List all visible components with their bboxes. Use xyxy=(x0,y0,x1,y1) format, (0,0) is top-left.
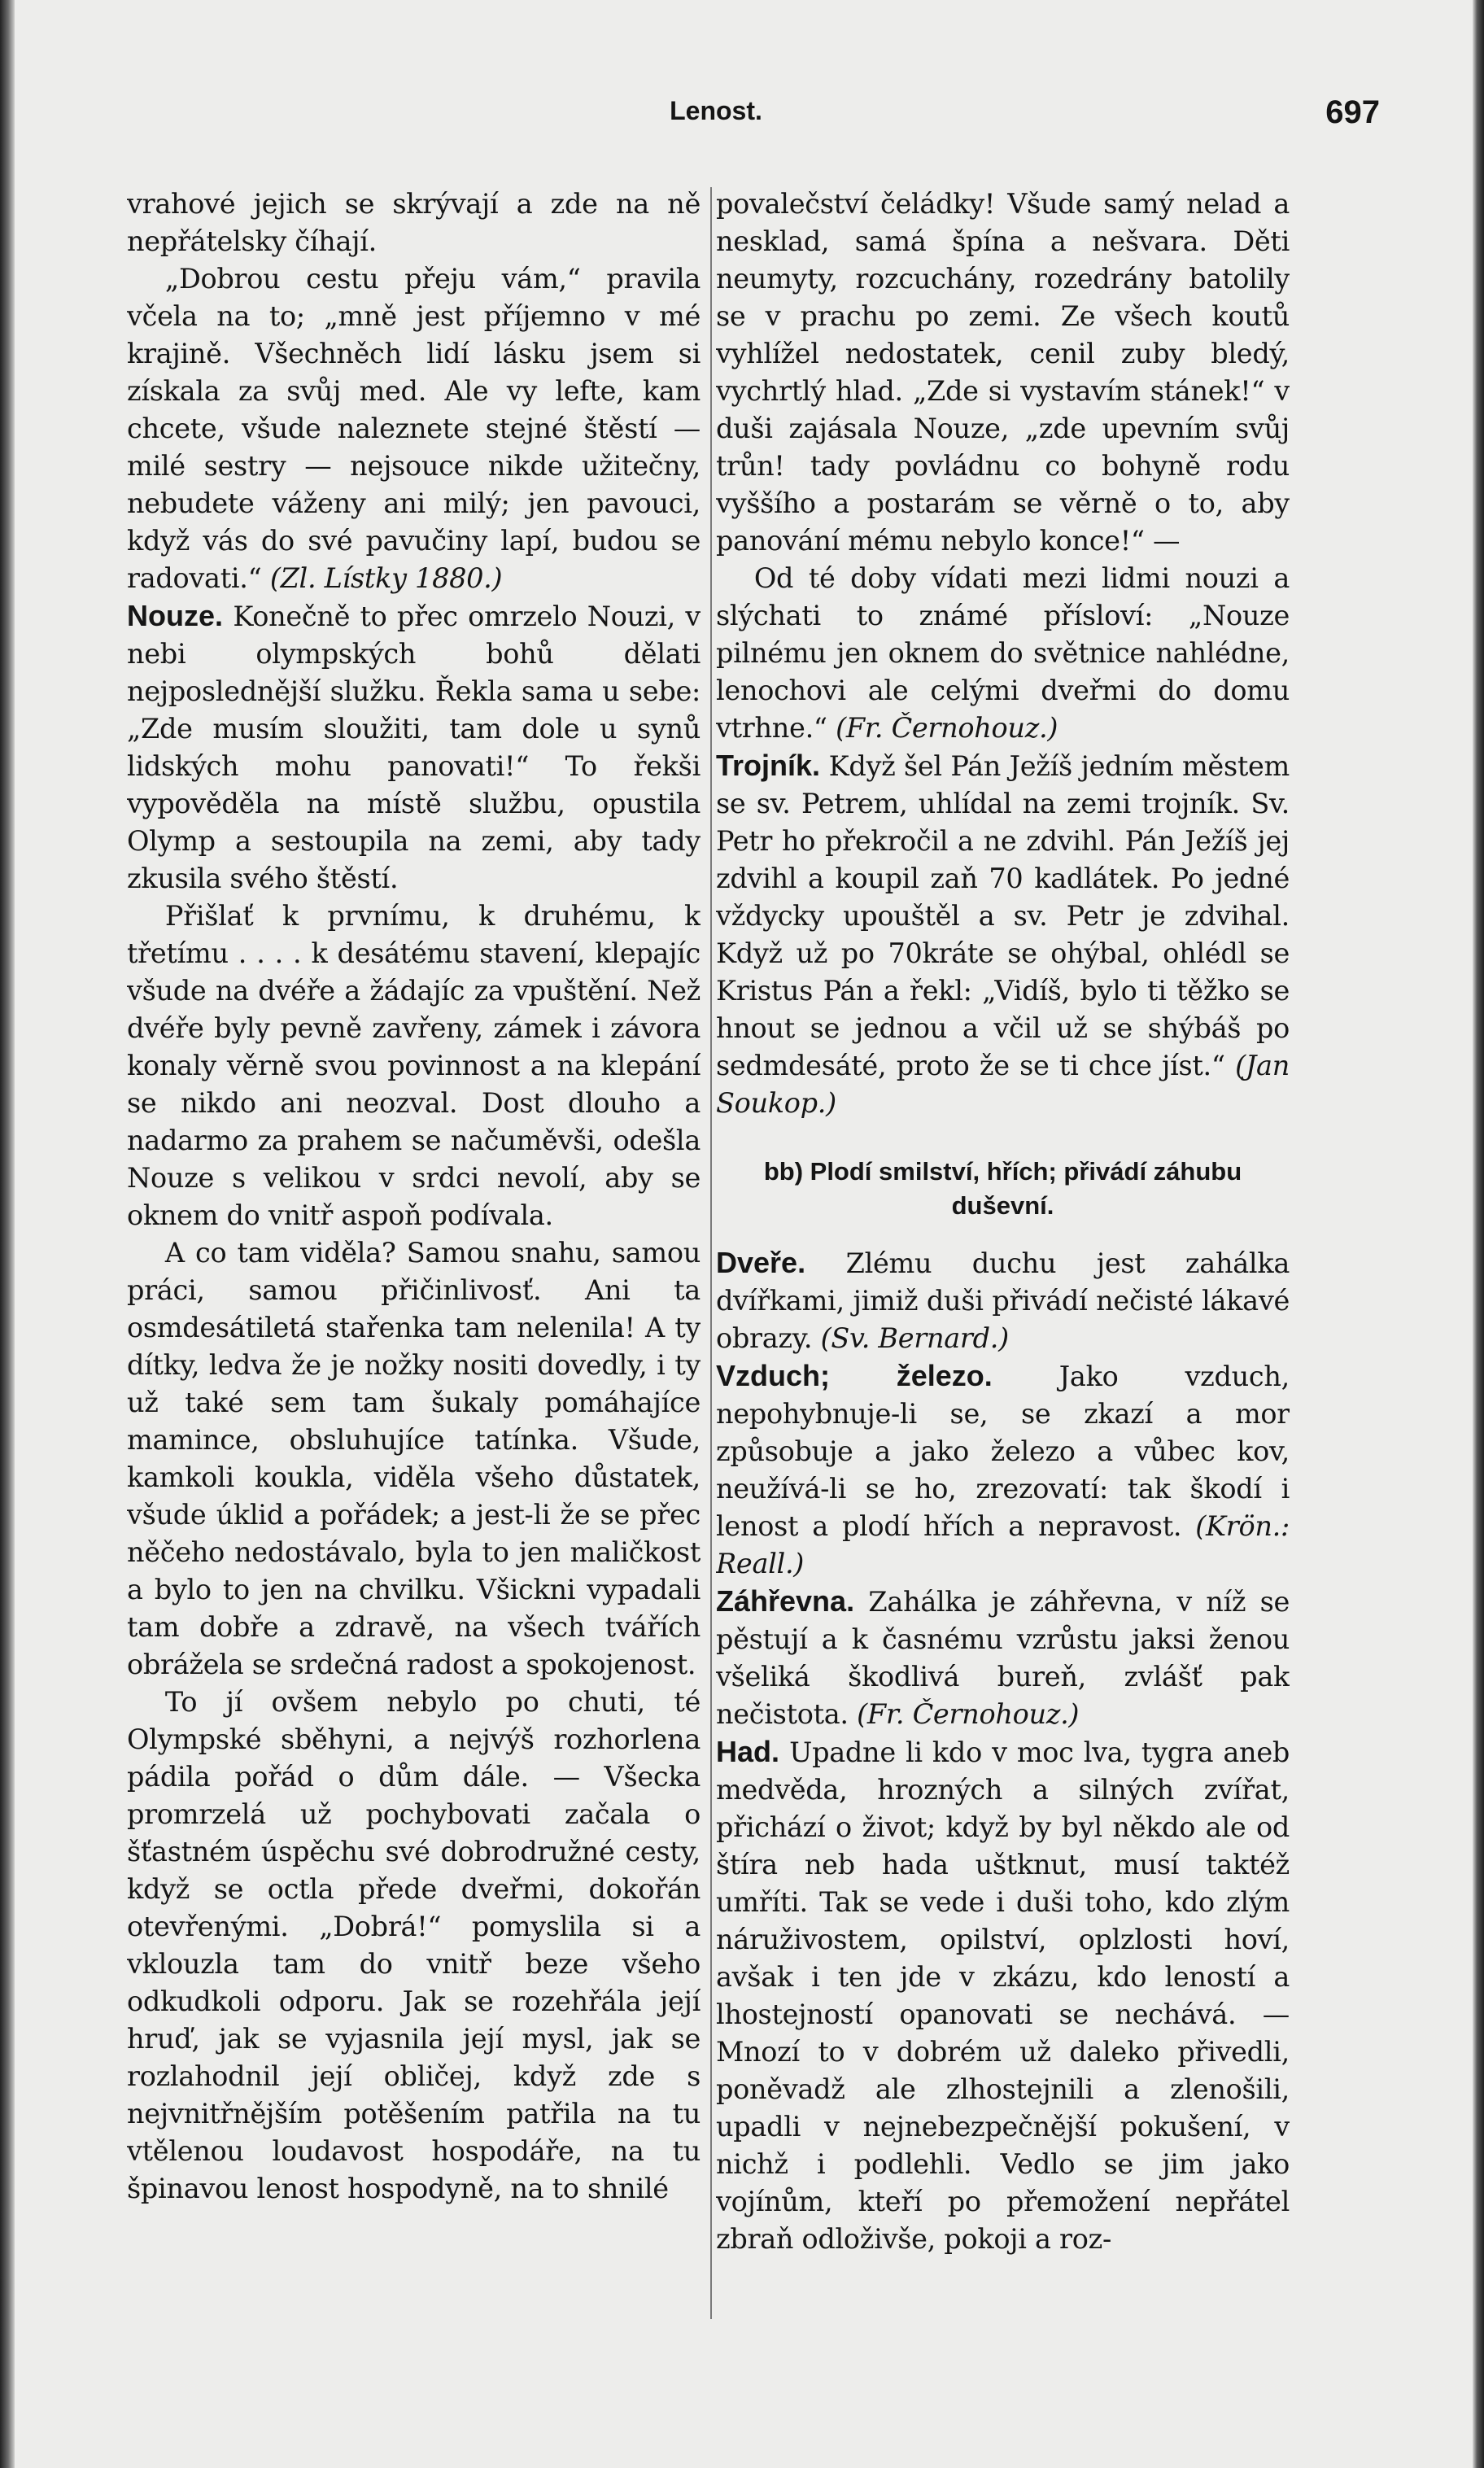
paragraph: vrahové jejich se skrývají a zde na ně nepřátelsky číhají. xyxy=(127,188,701,257)
citation: (Jan Soukop.) xyxy=(716,1050,1290,1119)
paragraph-text: Zlému duchu jest zahálka dvířkami, jimiž duši přivádí nečisté lákavé obrazy. xyxy=(716,1247,1290,1354)
entry-keyword: Dveře. xyxy=(716,1246,806,1279)
citation: (Krön.: Reall.) xyxy=(716,1510,1290,1579)
citation: (Fr. Černohouz.) xyxy=(857,1698,1080,1730)
paragraph-text: Když šel Pán Ježíš jedním městem se sv. Petrem, uhlídal na zemi trojník. Sv. Petr ho překročil a ne zdvihl. Pán Ježíš jej zdvihl a koupil zaň 70 kadlátek. Po jedné vždycky upouštěl a sv. Petr je zdvihal. Když už po 70kráte se ohýbal, ohlédl se Kristus Pán a řekl: „Vidíš, bylo ti těžko se hnout se jednou a včil už se shýbáš po sedmdesáté, proto že se ti chce jíst.“ xyxy=(716,750,1290,1081)
paragraph-text: „Dobrou cestu přeju vám,“ pravila včela na to; „mně jest příjemno v mé krajině. Všechněch lidí lásku jsem si získala za svůj med. Ale vy lefte, kam chcete, všude naleznete stejné štěstí — milé sestry — nejsouce nikde užitečny, nebudete váženy ani milý; jen pavouci, když vás do své pavučiny lapí, budou se radovati.“ xyxy=(127,263,701,594)
entry-keyword: Záhřevna. xyxy=(716,1584,855,1618)
page-number: 697 xyxy=(1325,94,1380,130)
paragraph-text: Konečně to přec omrzelo Nouzi, v nebi olympských bohů dělati nejposlednější služku. Řekla sama u sebe: „Zde musím sloužiti, tam dole u synů lidských mohu panovati!“ To řekši vypověděla na místě službu, opustila Olymp a sestoupila na zemi, aby tady zkusila svého štěstí. xyxy=(127,601,701,894)
entry-keyword: Trojník. xyxy=(716,749,821,782)
paragraph: To jí ovšem nebylo po chuti, té Olympské sběhyni, a nejvýš rozhorlena pádila pořád o dům dále. — Všecka promrzelá už pochybovati začala o šťastném úspěchu své dobrodružné cesty, když se octla přede dveřmi, dokořán otevřenými. „Dobrá!“ pomyslila si a vklouzla tam do vnitř beze všeho odkudkoli odporu. Jak se rozehřála její hruď, jak se vyjasnila její mysl, jak se rozlahodnil její obličej, když zde s nejvnitřnějším potěšením patřila na tu vtělenou loudavost hospodáře, na tu špinavou lenost hospodyně, na to shnilé xyxy=(127,1686,701,2204)
paragraph-text: Od té doby vídati mezi lidmi nouzi a slýchati to známé přísloví: „Nouze pilnému jen oknem do světnice nahlédne, lenochovi ale celými dveřmi do domu vtrhne.“ xyxy=(716,562,1290,744)
paragraph-text: Zahálka je záhřevna, v níž se pěstují a k časnému vzrůstu jaksi ženou všeliká škodlivá bureň, zvlášť pak nečistota. xyxy=(716,1586,1290,1730)
entry-keyword: Vzduch; železo. xyxy=(716,1359,993,1392)
citation: (Fr. Černohouz.) xyxy=(836,712,1058,744)
column-divider xyxy=(710,187,712,2319)
entry-paragraph xyxy=(716,1357,1290,1583)
paragraph: A co tam viděla? Samou snahu, samou práci, samou přičinlivosť. Ani ta osmdesátiletá stařenka tam nelenila! A ty dítky, ledva že je nožky nositi dovedly, i ty už také sem tam šukaly pomáhajíce mamince, obsluhujíce tatínka. Všude, kamkoli koukla, viděla všeho důstatek, všude úklid a pořádek; a jest-li že se přec něčeho nedostávalo, byla to jen maličkost a bylo to jen na chvilku. Všickni vypadali tam dobře a zdravě, na všech tvářích obrážela se srdečná radost a spokojenost. xyxy=(127,1237,701,1680)
entry-paragraph xyxy=(716,1733,1290,2258)
entry-keyword: Had. xyxy=(716,1735,780,1768)
paragraph xyxy=(716,560,1290,747)
paragraph-text: Upadne li kdo v moc lva, tygra aneb medvěda, hrozných a silných zvířat, přichází o život; když by byl někdo ale od štíra neb hada uštknut, musí taktéž umříti. Tak se vede i duši toho, kdo zlým náruživostem, opilství, oplzlosti hoví, avšak i ten jde v zkázu, kdo leností a lhostejností opanovati se nechává. — Mnozí to v dobrém už daleko přivedli, poněvadž ale zlhostejnili a zlenošili, upadli v nejnebezpečnější pokušení, v nichž i podlehli. Vedlo se jim jako vojínům, kteří po přemožení nepřátel zbraň odloživše, pokoji a roz- xyxy=(716,1736,1290,2255)
paragraph: povalečství čeládky! Všude samý nelad a nesklad, samá špína a nešvara. Děti neumyty, rozcuchány, rozedrány batolily se v prachu po zemi. Ze všech koutů vyhlížel nedostatek, cenil zuby bledý, vychrtlý hlad. „Zde si vystavím stánek!“ v duši zajásala Nouze, „zde upevním svůj trůn! tady povládnu co bohyně rodu vyššího a postarám se věrně o to, aby panování mému nebylo konce!“ — xyxy=(716,188,1290,557)
running-header-title: Lenost. xyxy=(670,96,762,125)
citation: (Zl. Lístky 1880.) xyxy=(269,562,503,594)
paragraph: Přišlať k prvnímu, k druhému, k třetímu . . . . k desátému stavení, klepajíc všude na dvéře a žádajíc za vpuštění. Než dvéře byly pevně zavřeny, zámek i závora konaly věrně svou povinnost a na klepání se nikdo ani neozval. Dost dlouho a nadarmo za prahem se načuměvši, odešla Nouze s velikou v srdci nevolí, aby se oknem do vnitř aspoň podívala. xyxy=(127,900,701,1231)
page-left-edge-shadow xyxy=(0,0,15,2468)
paragraph xyxy=(127,260,701,597)
entry-keyword: Nouze. xyxy=(127,599,224,632)
section-heading: bb) Plodí smilství, hřích; přivádí záhubu duševní. xyxy=(763,1157,1242,1220)
citation: (Sv. Bernard.) xyxy=(820,1322,1009,1354)
right-column xyxy=(716,186,1290,2415)
entry-paragraph xyxy=(716,1583,1290,1733)
entry-paragraph xyxy=(127,597,701,898)
entry-paragraph xyxy=(716,1244,1290,1357)
paragraph-text: Jako vzduch, nepohybnuje-li se, se zkazí a mor způsobuje a jako železo a vůbec kov, neužívá-li se ho, zrezovatí: tak škodí i lenost a plodí hřích a nepravost. xyxy=(716,1361,1290,1542)
page-right-edge-shadow xyxy=(1473,0,1484,2468)
entry-paragraph xyxy=(716,747,1290,1122)
left-column xyxy=(127,186,701,2415)
